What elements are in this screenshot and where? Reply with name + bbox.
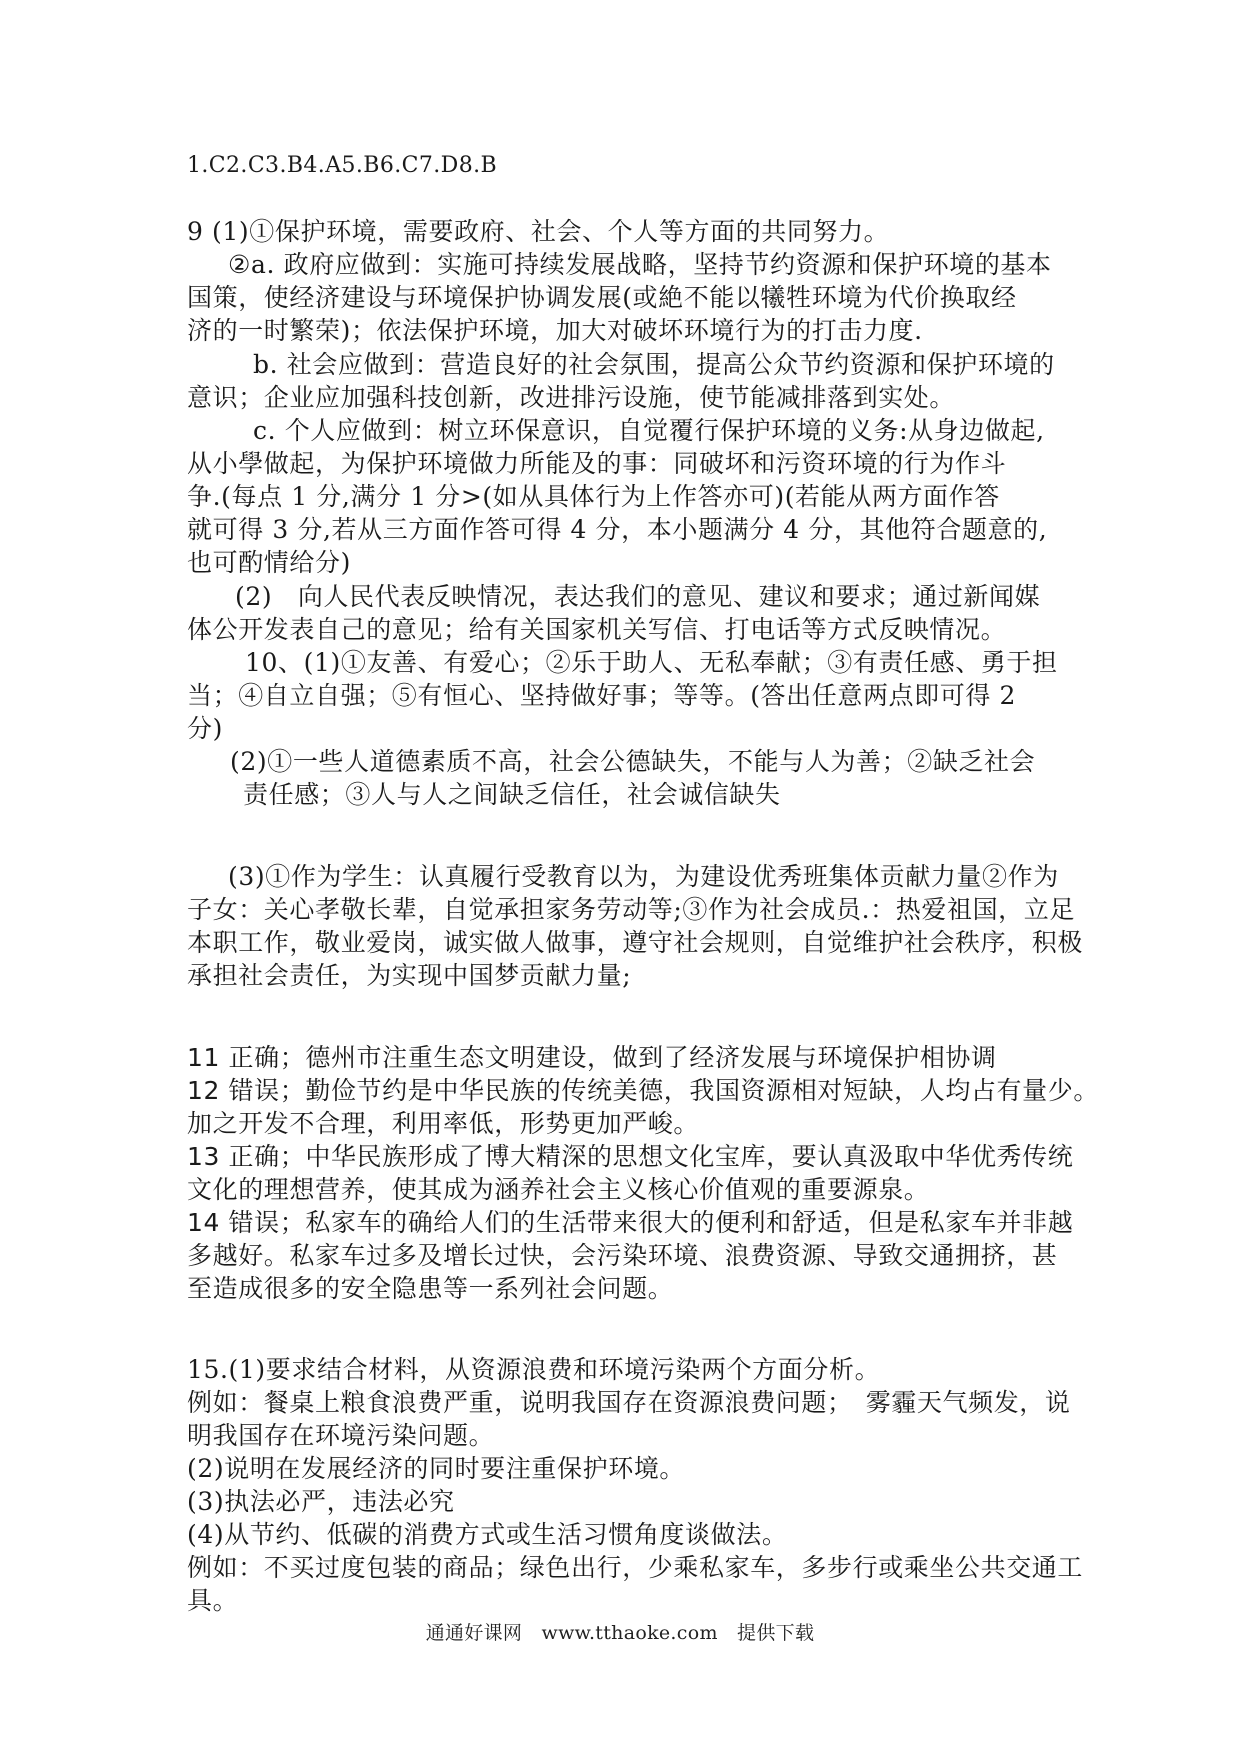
q11-answer: 11 正确；德州市注重生态文明建设，做到了经济发展与环境保护相协调 (187, 1043, 997, 1072)
q15-example2-line1: 例如：不买过度包装的商品；绿色出行，少乘私家车，多步行或乘坐公共交通工 (187, 1553, 1084, 1582)
q15-part4: (4)从节约、低碳的消费方式或生活习惯角度谈做法。 (187, 1520, 788, 1549)
q9-scoring-line2: 就可得 3 分,若从三方面作答可得 4 分，本小题满分 4 分，其他符合题意的, (187, 515, 1048, 544)
q10-part3-line2: 子女：关心孝敬长辈，自觉承担家务劳动等;③作为社会成员.：热爱祖国，立足 (187, 895, 1075, 924)
q15-example1-line1: 例如：餐桌上粮食浪费严重，说明我国存在资源浪费问题； 雾霾天气频发，说 (187, 1388, 1071, 1417)
q9-government-line1: ②a. 政府应做到：实施可持续发展战略，坚持节约资源和保护环境的基本 (228, 250, 1052, 279)
q14-answer-line3: 至造成很多的安全隐患等一系列社会问题。 (187, 1274, 674, 1303)
q9-individual-line1: c. 个人应做到：树立环保意识，自觉覆行保护环境的义务:从身边做起, (253, 416, 1045, 445)
q15-part2: (2)说明在发展经济的同时要注重保护环境。 (187, 1454, 686, 1483)
q10-part1-line1: 10、(1)①友善、有爱心；②乐于助人、无私奉献；③有责任感、勇于担 (245, 648, 1058, 677)
q10-part1-line3: 分) (187, 714, 223, 743)
q10-part3-line1: (3)①作为学生：认真履行受教育以为，为建设优秀班集体贡献力量②作为 (228, 862, 1059, 891)
q15-example1-line2: 明我国存在环境污染问题。 (187, 1421, 495, 1450)
q15-example2-line2: 具。 (187, 1586, 239, 1615)
q13-answer-line2: 文化的理想营养，使其成为涵养社会主义核心价值观的重要源泉。 (187, 1175, 930, 1204)
q9-scoring-line1: 争.(每点 1 分,满分 1 分>(如从具体行为上作答亦可)(若能从两方面作答 (187, 482, 1000, 511)
q9-part1-intro: 9 (1)①保护环境，需要政府、社会、个人等方面的共同努力。 (187, 217, 890, 246)
q9-part2-line1: (2) 向人民代表反映情况，表达我们的意见、建议和要求；通过新闻媒 (235, 582, 1041, 611)
q12-answer-line2: 加之开发不合理，利用率低，形势更加严峻。 (187, 1109, 700, 1138)
footer-credit: 通通好课网 www.tthaoke.com 提供下载 (425, 1622, 815, 1644)
q10-part3-line4: 承担社会责任，为实现中国梦贡献力量; (187, 961, 632, 990)
q9-society-line1: b. 社会应做到：营造良好的社会氛围，提高公众节约资源和保护环境的 (253, 350, 1055, 379)
q9-scoring-line3: 也可酌情给分) (187, 548, 351, 577)
q9-individual-line2: 从小學做起，为保护环境做力所能及的事：同破坏和污资环境的行为作斗 (187, 449, 1007, 478)
q9-government-line3: 济的一时繁荣)；依法保护环境，加大对破坏环境行为的打击力度. (187, 316, 923, 345)
q9-government-line2: 国策，使经济建设与环境保护协调发展(或絶不能以犧牲环境为代价换取经 (187, 283, 1017, 312)
q14-answer-line1: 14 错误；私家车的确给人们的生活带来很大的便利和舒适，但是私家车并非越 (187, 1208, 1074, 1237)
q10-part2-line2: 责任感；③人与人之间缺乏信任，社会诚信缺失 (243, 780, 781, 809)
q10-part1-line2: 当；④自立自强；⑤有恒心、坚持做好事；等等。(答出任意两点即可得 2 (187, 681, 1017, 710)
q15-part1: 15.(1)要求结合材料，从资源浪费和环境污染两个方面分析。 (187, 1355, 881, 1384)
q9-part2-line2: 体公开发表自己的意见；给有关国家机关写信、打电话等方式反映情况。 (187, 615, 1007, 644)
q14-answer-line2: 多越好。私家车过多及增长过快，会污染环境、浪费资源、导致交通拥挤，甚 (187, 1241, 1058, 1270)
q15-part3: (3)执法必严，违法必究 (187, 1487, 455, 1516)
answer-key-mc: 1.C2.C3.B4.A5.B6.C7.D8.B (187, 153, 498, 178)
q12-answer-line1: 12 错误；勤俭节约是中华民族的传统美德，我国资源相对短缺，人均占有量少。 (187, 1076, 1099, 1105)
q13-answer-line1: 13 正确；中华民族形成了博大精深的思想文化宝库，要认真汲取中华优秀传统 (187, 1142, 1074, 1171)
q9-society-line2: 意识；企业应加强科技创新，改进排污设施，使节能减排落到实处。 (187, 383, 956, 412)
q10-part3-line3: 本职工作，敬业爱岗，诚实做人做事，遵守社会规则，自觉维护社会秩序，积极 (187, 928, 1084, 957)
q10-part2-line1: (2)①一些人道德素质不高，社会公德缺失，不能与人为善；②缺乏社会 (230, 747, 1036, 776)
